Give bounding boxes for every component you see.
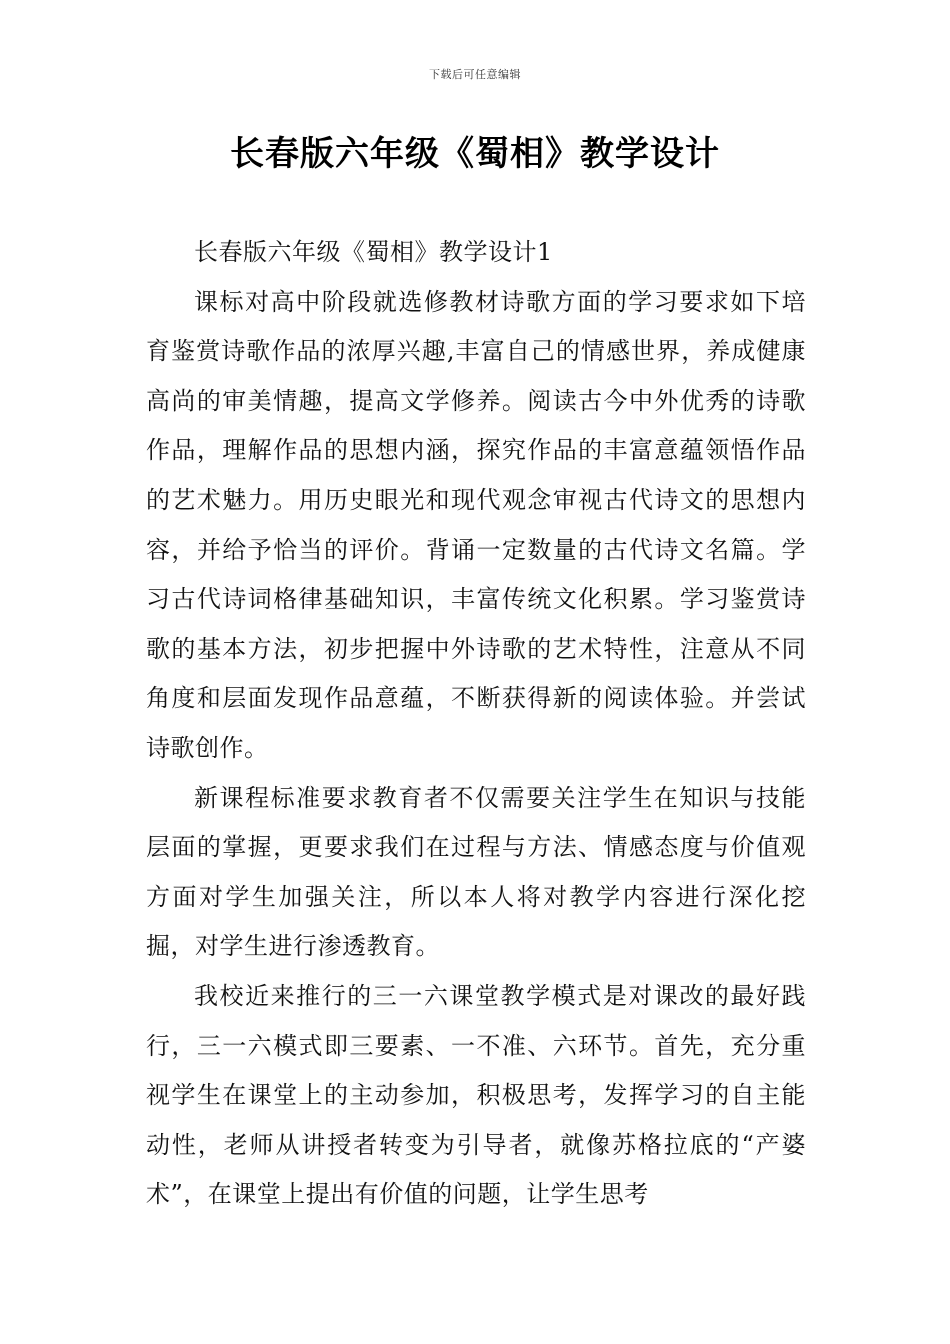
body-paragraph: 我校近来推行的三一六课堂教学模式是对课改的最好践行，三一六模式即三要素、一不准、六环节。首先，充分重视学生在课堂上的主动参加，积极思考，发挥学习的自主能动性，老师从讲授者转变为引导者，就像苏格拉底的“产婆术”，在课堂上提出有价值的问题，让学生思考	[146, 981, 806, 1209]
document-body	[146, 228, 806, 1220]
body-paragraph: 新课程标准要求教育者不仅需要关注学生在知识与技能层面的掌握，更要求我们在过程与方法、情感态度与价值观方面对学生加强关注，所以本人将对教学内容进行深化挖掘，对学生进行渗透教育。	[146, 783, 806, 961]
body-paragraph: 课标对高中阶段就选修教材诗歌方面的学习要求如下培育鉴赏诗歌作品的浓厚兴趣,丰富自己的情感世界，养成健康高尚的审美情趣，提高文学修养。阅读古今中外优秀的诗歌作品，理解作品的思想内涵，探究作品的丰富意蕴领悟作品的艺术魅力。用历史眼光和现代观念审视古代诗文的思想内容，并给予恰当的评价。背诵一定数量的古代诗文名篇。学习古代诗词格律基础知识，丰富传统文化积累。学习鉴赏诗歌的基本方法，初步把握中外诗歌的艺术特性，注意从不同角度和层面发现作品意蕴，不断获得新的阅读体验。并尝试诗歌创作。	[146, 287, 806, 762]
document-title: 长春版六年级《蜀相》教学设计	[230, 134, 720, 174]
subtitle-paragraph: 长春版六年级《蜀相》教学设计1	[194, 238, 553, 266]
header-note: 下载后可任意编辑	[429, 68, 521, 81]
